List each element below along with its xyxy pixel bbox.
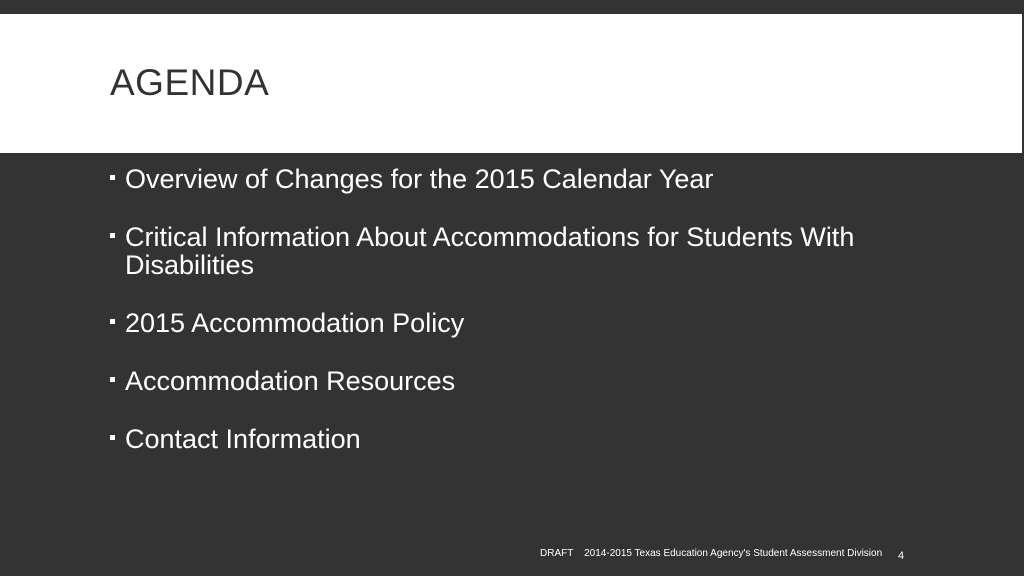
slide-footer [540,548,882,559]
title-area [0,14,1022,153]
bullet-square-icon [110,435,115,440]
agenda-item [110,309,910,337]
bullet-square-icon [110,319,115,324]
agenda-item [110,425,910,453]
agenda-item-text: Overview of Changes for the 2015 Calendar Year [125,164,714,194]
slide-title: AGENDA [110,62,270,103]
agenda-item-text: Accommodation Resources [125,366,456,396]
agenda-item [110,165,910,193]
bullet-square-icon [110,175,115,180]
page-number: 4 [898,550,905,562]
agenda-item [110,223,910,279]
agenda-list [110,165,910,483]
agenda-item-text: Contact Information [125,424,361,454]
draft-label: DRAFT [540,548,574,559]
top-band [0,0,1024,14]
agenda-item-text: Critical Information About Accommodations for Students With Disabilities [125,222,855,280]
bullet-square-icon [110,233,115,238]
footer-organization: 2014-2015 Texas Education Agency's Student Assessment Division [584,548,883,559]
bullet-square-icon [110,377,115,382]
agenda-item-text: 2015 Accommodation Policy [125,308,465,338]
agenda-item [110,367,910,395]
